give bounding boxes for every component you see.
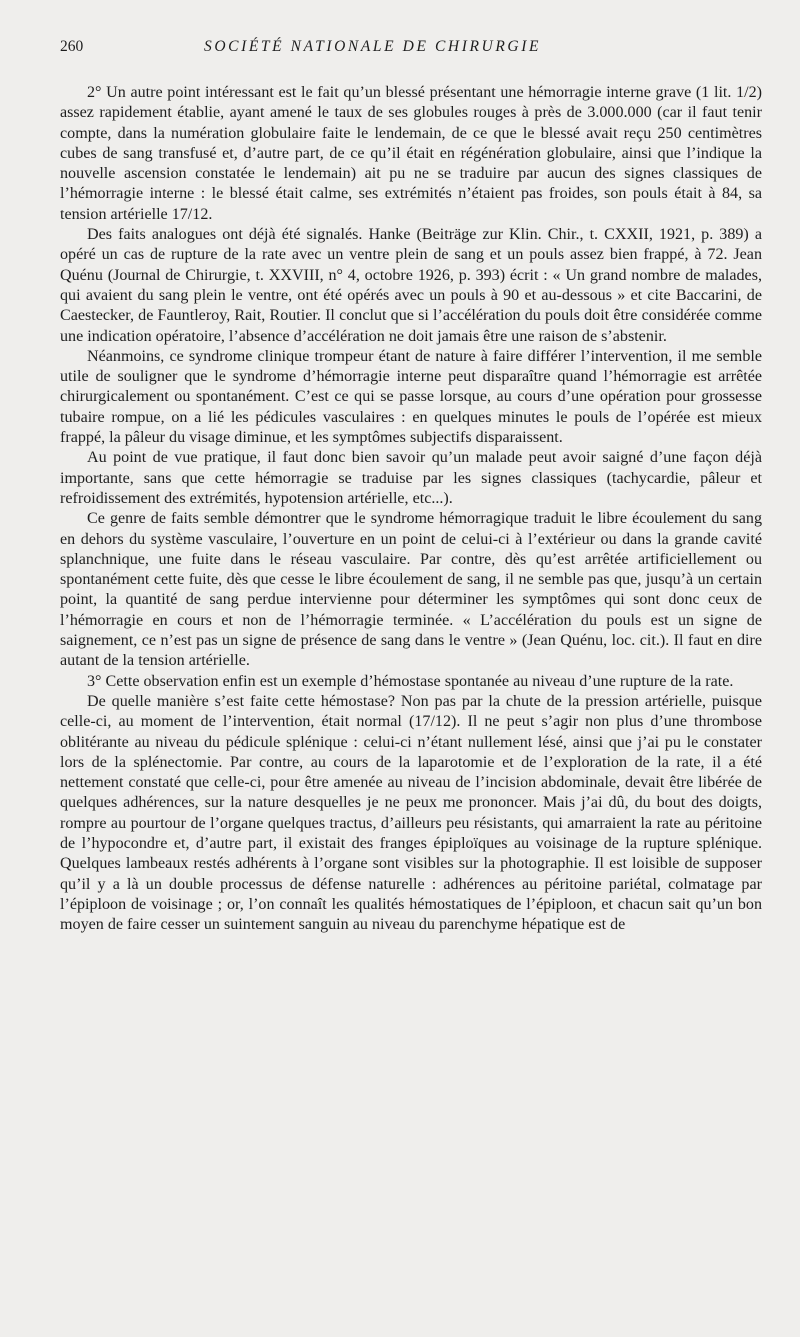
page-header: [60, 38, 762, 66]
paragraph: De quelle manière s’est faite cette hémostase? Non pas par la chute de la pression artérielle, puisque celle-ci, au moment de l’intervention, était normal (17/12). Il ne peut s’agir non plus d’une thrombose oblitérante au niveau du pédicule splénique : celui-ci n’étant nullement lésé, ainsi que j’ai pu le constater lors de la splénectomie. Par contre, au cours de la laparotomie et de l’exploration de la rate, il a été nettement constaté que celle-ci, pour être amenée au niveau de l’incision abdominale, devait être libérée de quelques adhérences, sur la nature desquelles je ne peux me prononcer. Mais j’ai dû, du bout des doigts, rompre au pourtour de l’organe quelques tractus, d’ailleurs peu résistants, qui amarraient la rate au péritoine de l’hypocondre et, d’autre part, il existait des franges épiploïques au voisinage de la rupture splénique. Quelques lambeaux restés adhérents à l’organe sont visibles sur la photographie. Il est loisible de supposer qu’il y a là un double processus de défense naturelle : adhérences au péritoine pariétal, colmatage par l’épiploon de voisinage ; or, l’on connaît les qualités hémostatiques de l’épiploon, et chacun sait qu’un bon moyen de faire cesser un suintement sanguin au niveau du parenchyme hépatique est de: [60, 692, 762, 934]
paragraph: 2° Un autre point intéressant est le fait qu’un blessé présentant une hémorragie interne grave (1 lit. 1/2) assez rapidement établie, ayant amené le taux de ses globules rouges à près de 3.000.000 (car il faut tenir compte, dans la numération globulaire faite le lendemain, de ce que le blessé avait reçu 250 centimètres cubes de sang transfusé et, d’autre part, de ce qu’il était en régénération globulaire, ainsi que l’indique la nouvelle ascension constatée le lendemain) ait pu ne se traduire par aucun des signes classiques de l’hémorragie interne : le blessé était calme, ses extrémités n’étaient pas froides, son pouls était à 84, sa tension artérielle 17/12.: [60, 84, 762, 223]
running-title: SOCIÉTÉ NATIONALE DE CHIRURGIE: [204, 38, 542, 55]
paragraph: Au point de vue pratique, il faut donc bien savoir qu’un malade peut avoir saigné d’une façon déjà importante, sans que cette hémorragie se traduise par les signes classiques (tachycardie, pâleur et refroidissement des extrémités, hypotension artérielle, etc...).: [60, 449, 762, 507]
page-number: 260: [60, 38, 84, 55]
paragraph: 3° Cette observation enfin est un exemple d’hémostase spontanée au niveau d’une rupture de la rate.: [87, 672, 734, 690]
body-text: [60, 83, 762, 935]
paragraph: Ce genre de faits semble démontrer que le syndrome hémorragique traduit le libre écoulement du sang en dehors du système vasculaire, l’ouverture en un point de celui-ci à l’extérieur ou dans la grande cavité splanchnique, une fuite dans le réseau vasculaire. Par contre, dès qu’est arrêtée artificiellement ou spontanément cette fuite, dès que cesse le libre écoulement de sang, il ne semble pas que, jusqu’à un certain point, la quantité de sang perdue intervienne pour déterminer les symptômes qui sont donc ceux de l’hémorragie en cours et non de l’hémorragie terminée. « L’accélération du pouls est un signe de saignement, ce n’est pas un signe de présence de sang dans le ventre » (Jean Quénu, loc. cit.). Il faut en dire autant de la tension artérielle.: [60, 510, 762, 670]
paragraph: Néanmoins, ce syndrome clinique trompeur étant de nature à faire différer l’intervention, il me semble utile de souligner que le syndrome d’hémorragie interne peut disparaître quand l’hémorragie est arrêtée chirurgicalement ou spontanément. C’est ce qui se passe lorsque, au cours d’une opération pour grossesse tubaire rompue, on a lié les pédicules vasculaires : en quelques minutes le pouls de l’opérée est mieux frappé, la pâleur du visage diminue, et les symptômes subjectifs disparaissent.: [60, 347, 762, 447]
paragraph: Des faits analogues ont déjà été signalés. Hanke (Beiträge zur Klin. Chir., t. CXXII, 1921, p. 389) a opéré un cas de rupture de la rate avec un ventre plein de sang et un pouls assez bien frappé, à 72. Jean Quénu (Journal de Chirurgie, t. XXVIII, n° 4, octobre 1926, p. 393) écrit : « Un grand nombre de malades, qui avaient du sang plein le ventre, ont été opérés avec un pouls à 90 et au-dessous » et cite Baccarini, de Caestecker, de Fauntleroy, Rait, Routier. Il conclut que si l’accélération du pouls doit être considérée comme une indication opératoire, l’absence d’accélération ne doit jamais être une raison de s’abstenir.: [60, 226, 762, 345]
